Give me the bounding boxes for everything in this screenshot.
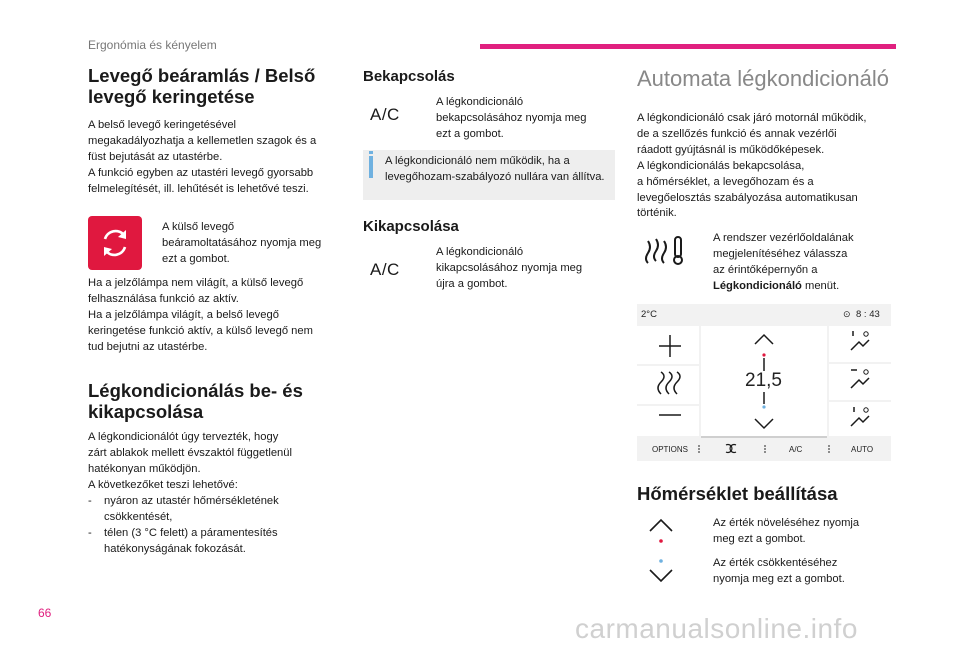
- ac-screen-button[interactable]: A/C: [789, 445, 803, 454]
- section-accent-bar: [480, 44, 896, 49]
- ac-intro: A légkondicionálót úgy tervezték, hogy zárt ablakok mellett évszaktól függetlenül hatékonyan működjön. A következőket teszi lehetővé:: [88, 431, 292, 491]
- climate-menu-icon: [642, 233, 686, 272]
- ac-button-icon: A/C: [370, 105, 400, 124]
- temperature-title: Hőmérséklet beállítása: [637, 483, 838, 504]
- ac-button-icon: A/C: [370, 260, 400, 279]
- watermark: carmanualsonline.info: [575, 613, 858, 644]
- list-item: - télen (3 °C felett) a páramentesítés hatékonyságának fokozását.: [88, 526, 278, 555]
- indicator-lamp-text: Ha a jelzőlámpa nem világít, a külső levegő felhasználása funkció az aktív. Ha a jelzőlámpa világít, a belső levegő keringetése funkció aktív, a külső levegő nem tud bejutni az utastérbe.: [88, 277, 313, 353]
- options-button[interactable]: OPTIONS: [652, 445, 689, 454]
- clock: 8 : 43: [856, 309, 880, 320]
- recirculation-title: Levegő beáramlás / Belső levegő keringetése: [88, 65, 316, 107]
- ac-benefits-list: [88, 494, 348, 558]
- ac-onoff-title: Légkondicionálás be- és kikapcsolása: [88, 380, 303, 422]
- climate-menu-instruction: A rendszer vezérlőoldalának megjelenítéséhez válassza az érintőképernyőn a Légkondicionáló menüt.: [713, 232, 854, 292]
- auto-button[interactable]: AUTO: [851, 445, 874, 454]
- ac-off-instruction: A légkondicionáló kikapcsolásához nyomja meg újra a gombot.: [436, 246, 583, 290]
- recirculation-button-icon: [88, 216, 142, 270]
- temp-down-icon: [646, 556, 676, 586]
- temp-up-instruction: Az érték növeléséhez nyomja meg ezt a gombot.: [713, 517, 860, 545]
- page-number: 66: [38, 606, 52, 620]
- ac-off-title: Kikapcsolása: [363, 218, 459, 235]
- ac-info-note: A légkondicionáló nem működik, ha a levegőhozam-szabályozó nullára van állítva.: [363, 150, 615, 200]
- info-icon: [369, 156, 373, 178]
- auto-ac-intro: A légkondicionáló csak járó motornál működik, de a szellőzés funkció és annak vezérlői ráadott gyújtásnál is működőképesek. A légkondicionálás bekapcsolása, a hőmérséklet, a levegőhozam és a levegőelosztás szabályozása automatikusan történik.: [637, 112, 867, 220]
- temp-up-icon: [646, 515, 676, 547]
- list-item: - nyáron az utastér hőmérsékletének csökkentését,: [88, 495, 279, 523]
- recirculation-instruction: A külső levegő beáramoltatásához nyomja meg ezt a gombot.: [162, 221, 322, 265]
- section-header: Ergonómia és kényelem: [88, 38, 217, 52]
- climate-screen: [637, 304, 891, 461]
- recirculation-intro: A belső levegő keringetésével megakadályozhatja a kellemetlen szagok és a füst bejutását az utastérbe. A funkció egyben az utastéri levegő gyorsabb felmelegítését, ill. lehűtését is lehetővé teszi.: [88, 119, 317, 195]
- temperature-setpoint: 21,5: [745, 370, 782, 391]
- ac-on-title: Bekapcsolás: [363, 68, 455, 85]
- temp-down-instruction: Az érték csökkentéséhez nyomja meg ezt a gombot.: [713, 557, 845, 585]
- clock-icon: ⊙: [843, 309, 851, 319]
- auto-ac-title: Automata légkondicionáló: [637, 66, 889, 91]
- outside-temp: 2°C: [641, 309, 657, 320]
- ac-on-instruction: A légkondicionáló bekapcsolásához nyomja meg ezt a gombot.: [436, 96, 587, 140]
